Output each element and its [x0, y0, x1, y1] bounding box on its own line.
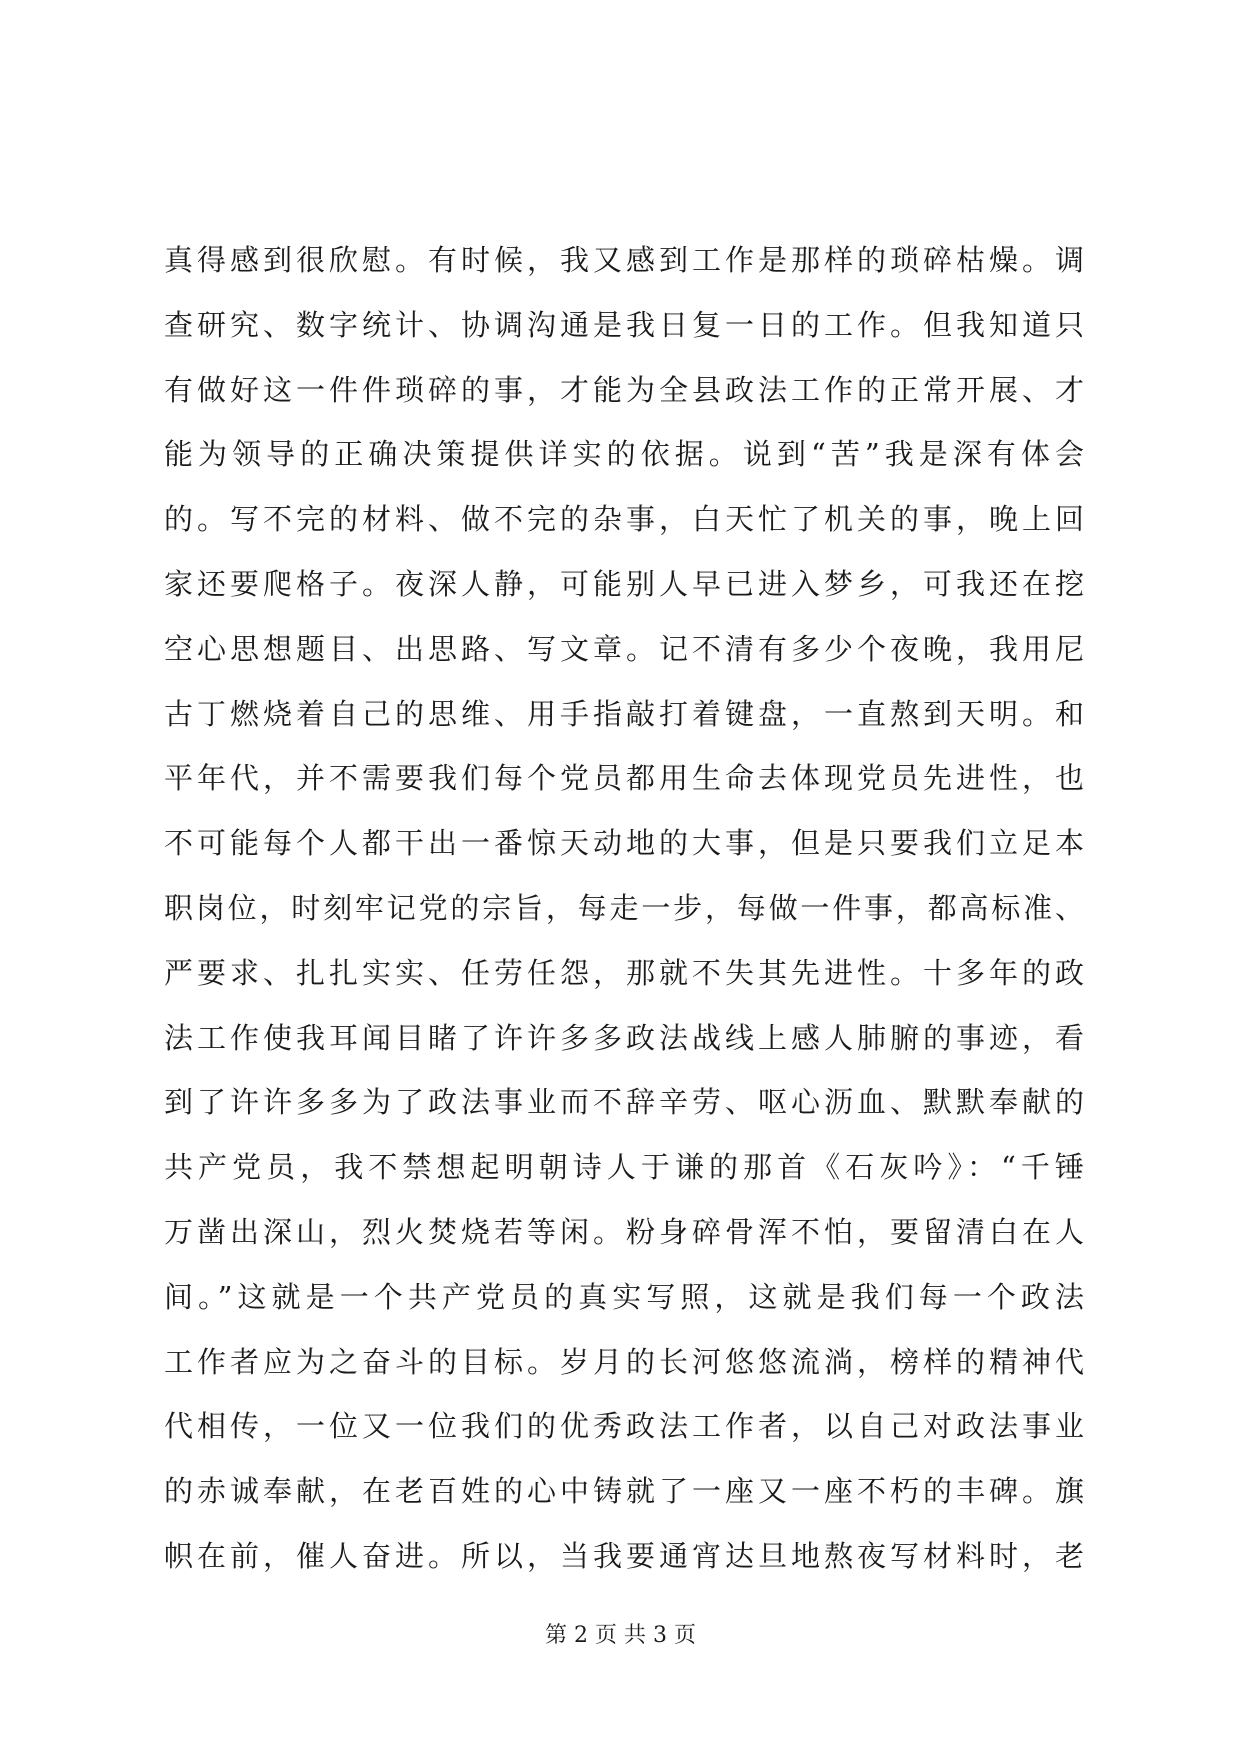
text-line: 严要求、扎扎实实、任劳任怨，那就不失其先进性。十多年的政: [164, 955, 1084, 990]
text-line: 家还要爬格子。夜深人静，可能别人早已进入梦乡，可我还在挖: [164, 566, 1084, 601]
page-number-label: 第 2 页 共 3 页: [545, 1623, 696, 1648]
text-line: 法工作使我耳闻目睹了许许多多政法战线上感人肺腑的事迹，看: [164, 1020, 1084, 1055]
text-line: 有做好这一件件琐碎的事，才能为全县政法工作的正常开展、才: [164, 372, 1084, 407]
text-line: 工作者应为之奋斗的目标。岁月的长河悠悠流淌，榜样的精神代: [164, 1344, 1084, 1379]
text-line: 空心思想题目、出思路、写文章。记不清有多少个夜晚，我用尼: [164, 631, 1084, 666]
text-line: 共产党员，我不禁想起明朝诗人于谦的那首《石灰吟》：“千锤: [164, 1150, 1084, 1185]
text-line: 真得感到很欣慰。有时候，我又感到工作是那样的琐碎枯燥。调: [164, 243, 1084, 277]
text-line: 间。”这就是一个共产党员的真实写照，这就是我们每一个政法: [164, 1279, 1084, 1314]
text-line: 万凿出深山，烈火焚烧若等闲。粉身碎骨浑不怕，要留清白在人: [164, 1214, 1084, 1249]
text-line: 查研究、数字统计、协调沟通是我日复一日的工作。但我知道只: [164, 307, 1084, 342]
text-line: 代相传，一位又一位我们的优秀政法工作者，以自己对政法事业: [164, 1409, 1084, 1444]
page-footer: [0, 1618, 1241, 1649]
text-line: 能为领导的正确决策提供详实的依据。说到“苦”我是深有体会: [164, 437, 1084, 472]
text-line: 平年代，并不需要我们每个党员都用生命去体现党员先进性，也: [164, 761, 1084, 796]
text-line: 职岗位，时刻牢记党的宗旨，每走一步，每做一件事，都高标准、: [164, 890, 1084, 925]
text-line: 不可能每个人都干出一番惊天动地的大事，但是只要我们立足本: [164, 826, 1084, 861]
body-text: [164, 228, 1084, 1589]
text-line: 古丁燃烧着自己的思维、用手指敲打着键盘，一直熬到天明。和: [164, 696, 1084, 731]
text-line: 帜在前，催人奋进。所以，当我要通宵达旦地熬夜写材料时，老: [164, 1538, 1084, 1573]
text-line: 到了许许多多为了政法事业而不辞辛劳、呕心沥血、默默奉献的: [164, 1085, 1084, 1120]
text-line: 的赤诚奉献，在老百姓的心中铸就了一座又一座不朽的丰碑。旗: [164, 1474, 1084, 1509]
text-line: 的。写不完的材料、做不完的杂事，白天忙了机关的事，晚上回: [164, 502, 1084, 537]
